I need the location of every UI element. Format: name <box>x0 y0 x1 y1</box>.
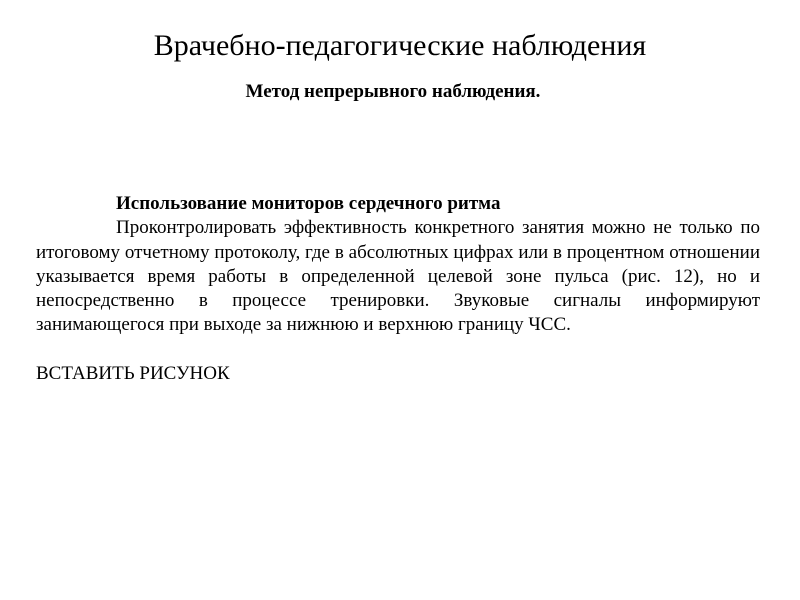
section-heading: Использование мониторов сердечного ритма <box>116 193 501 214</box>
slide-subtitle: Метод непрерывного наблюдения. <box>245 81 541 102</box>
body-paragraph: Проконтролировать эффективность конкретного занятия можно не только по итоговому отчетному протоколу, где в абсолютных цифрах или в процентном отношении указывается время работы в определенной целевой зоне пульса (рис. 12), но и непосредственно в процессе тренировки. Звуковые сигналы информируют занимающегося при выходе за нижнюю и верхнюю границу ЧСС. <box>36 217 760 336</box>
insert-figure-note: ВСТАВИТЬ РИСУНОК <box>36 362 230 384</box>
slide-title: Врачебно-педагогические наблюдения <box>153 29 647 62</box>
slide-body <box>36 192 760 386</box>
